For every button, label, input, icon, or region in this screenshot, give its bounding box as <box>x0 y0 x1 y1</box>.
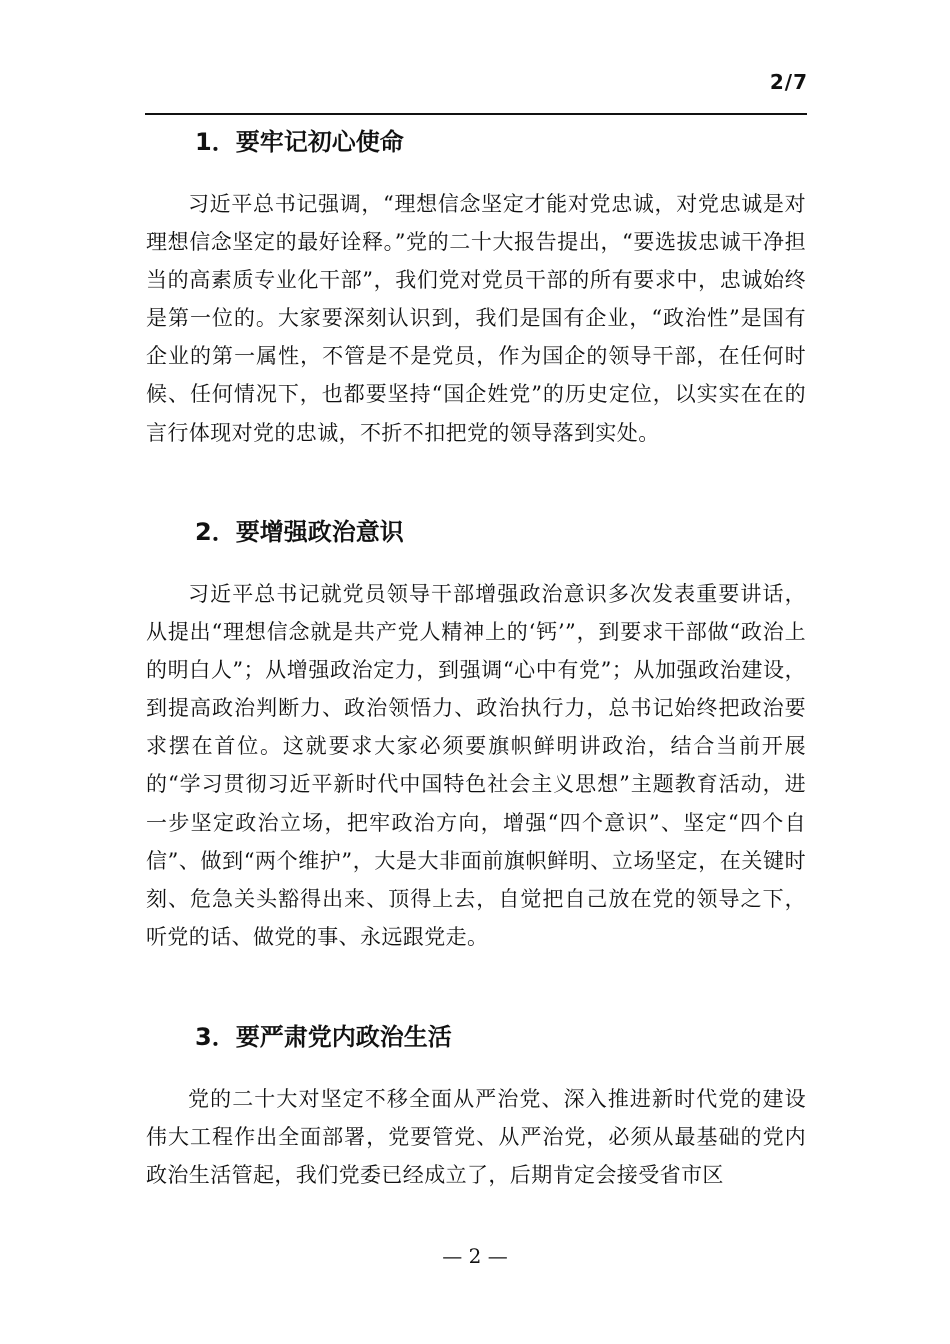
header-rule <box>145 113 807 115</box>
section-2-heading: 2．要增强政治意识 <box>195 518 404 546</box>
section-2-paragraph: 习近平总书记就党员领导干部增强政治意识多次发表重要讲话，从提出“理想信念就是共产党人精神上的‘钙’”，到要求干部做“政治上的明白人”；从增强政治定力，到强调“心中有党”；从加强政治建设，到提高政治判断力、政治领悟力、政治执行力，总书记始终把政治要求摆在首位。这就要求大家必须要旗帜鲜明讲政治，结合当前开展的“学习贯彻习近平新时代中国特色社会主义思想”主题教育活动，进一步坚定政治立场，把牢政治方向，增强“四个意识”、坚定“四个自信”、做到“两个维护”，大是大非面前旗帜鲜明、立场坚定，在关键时刻、危急关头豁得出来、顶得上去，自觉把自己放在党的领导之下，听党的话、做党的事、永远跟党走。 <box>146 582 806 949</box>
page-indicator: 2/7 <box>769 70 808 94</box>
section-3-paragraph: 党的二十大对坚定不移全面从严治党、深入推进新时代党的建设伟大工程作出全面部署，党要管党、从严治党，必须从最基础的党内政治生活管起，我们党委已经成立了，后期肯定会接受省市区 <box>146 1087 806 1188</box>
section-1-heading: 1．要牢记初心使命 <box>195 128 404 156</box>
section-3-heading: 3．要严肃党内政治生活 <box>195 1023 452 1051</box>
section-1-paragraph: 习近平总书记强调，“理想信念坚定才能对党忠诚，对党忠诚是对理想信念坚定的最好诠释。”党的二十大报告提出，“要选拔忠诚干净担当的高素质专业化干部”，我们党对党员干部的所有要求中，忠诚始终是第一位的。大家要深刻认识到，我们是国有企业，“政治性”是国有企业的第一属性，不管是不是党员，作为国企的领导干部，在任何时候、任何情况下，也都要坚持“国企姓党”的历史定位，以实实在在的言行体现对党的忠诚，不折不扣把党的领导落到实处。 <box>146 192 806 445</box>
footer-page-number: — 2 — <box>442 1244 508 1268</box>
